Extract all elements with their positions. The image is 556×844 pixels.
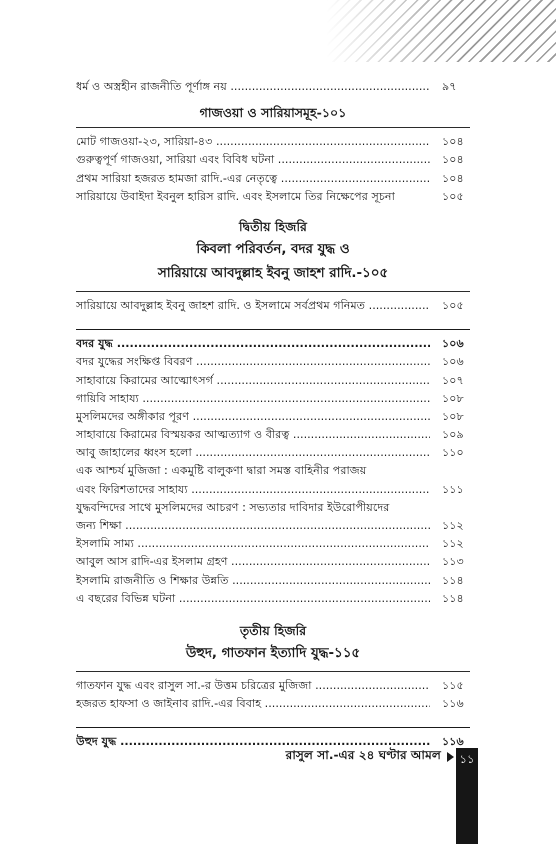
divider [76, 671, 470, 672]
toc-entry-title: ধর্ম ও অস্ত্রহীন রাজনীতি পূর্ণাঙ্গ নয় ..... [76, 78, 430, 96]
toc-entry[interactable] [76, 535, 470, 553]
toc-chapter-entry[interactable] [76, 335, 470, 353]
toc-entry-title: সাহাবায়ে কিরামের আত্মোৎসর্গ ..... [76, 372, 430, 390]
toc-entry[interactable] [76, 78, 470, 96]
toc-entry[interactable] [76, 297, 470, 315]
toc-entry-line1[interactable] [76, 462, 470, 480]
toc-entry-page: ১০৯ [442, 428, 464, 442]
toc-entry-title: সাহাবায়ে কিরামের বিস্ময়কর আত্মত্যাগ ও বীরত্ব ..... [76, 426, 430, 444]
toc-entry-page: ১০৪ [442, 153, 464, 167]
toc-entry-page: ১১০ [442, 446, 464, 460]
section-heading-ghazwa: গাজওয়া ও সারিয়াসমূহ-১০১ [199, 105, 347, 121]
page-number-tab [456, 748, 478, 844]
toc-entry[interactable] [76, 372, 470, 390]
table-of-contents [76, 78, 470, 752]
toc-entry-page: ১১৬ [442, 697, 464, 711]
toc-entry-page: ১০৬ [442, 337, 464, 351]
toc-entry-title: প্রথম সারিয়া হজরত হামজা রাদি.-এর নেতৃত্বে ..... [76, 170, 430, 188]
triangle-right-icon [447, 752, 454, 762]
toc-entry-title: মুসলিমদের অঙ্গীকার পূরণ ..... [76, 408, 430, 426]
toc-entry-title: যুদ্ধবন্দিদের সাথে মুসলিমদের আচরণ : সভ্যতার দাবিদার ইউরোপীয়দের [76, 500, 390, 514]
corner-hatch-decoration [326, 0, 556, 62]
toc-entry-line1[interactable] [76, 499, 470, 517]
toc-entry-page: ১১৬ [442, 735, 464, 749]
toc-chapter-title: বদর যুদ্ধ ..... [76, 335, 430, 353]
toc-entry-page: ৯৭ [442, 80, 457, 93]
toc-entry-page: ১০৪ [442, 135, 464, 149]
toc-entry[interactable] [76, 170, 470, 188]
toc-entry-title: মোট গাজওয়া-২৩, সারিয়া-৪৩ ..... [76, 133, 430, 151]
toc-entry[interactable] [76, 188, 470, 206]
section-heading-year2: দ্বিতীয় হিজরি [239, 218, 307, 234]
toc-entry-page: ১০৮ [442, 409, 464, 423]
toc-entry[interactable] [76, 677, 470, 695]
toc-entry[interactable] [76, 590, 470, 608]
toc-entry-page: ১০৫ [442, 298, 464, 312]
toc-entry[interactable] [76, 390, 470, 408]
divider [76, 329, 470, 330]
toc-entry-title: গুরুত্বপূর্ণ গাজওয়া, সারিয়া এবং বিবিধ ঘটনা ..... [76, 151, 430, 169]
divider [76, 727, 470, 728]
toc-entry-title: এক আশ্চর্য মুজিজা : একমুষ্টি বালুকণা দ্বারা সমস্ত বাহিনীর পরাজয় [76, 464, 367, 478]
toc-entry-title: আবু জাহালের ধ্বংস হলো ..... [76, 444, 430, 462]
divider [76, 291, 470, 292]
toc-entry[interactable] [76, 133, 470, 151]
toc-entry-title: গায়িবি সাহায্য ..... [76, 390, 430, 408]
page-number: ১১ [459, 752, 475, 766]
toc-entry-page: ১০৬ [442, 355, 464, 369]
running-footer [250, 746, 460, 768]
section-heading-year3: তৃতীয় হিজরি [239, 622, 307, 638]
toc-entry-page: ১০৪ [442, 171, 464, 185]
toc-entry[interactable] [76, 408, 470, 426]
toc-entry-page: ১১৪ [442, 573, 464, 587]
toc-entry-page: ১০৭ [442, 373, 464, 387]
toc-entry-title: হজরত হাফসা ও জাইনাব রাদি.-এর বিবাহ ..... [76, 695, 430, 713]
divider [76, 127, 470, 128]
toc-entry-title: ইসলামি সাম্য ..... [76, 535, 430, 553]
toc-entry-page: ১০৫ [442, 189, 464, 203]
toc-entry[interactable] [76, 517, 470, 535]
toc-entry[interactable] [76, 572, 470, 590]
toc-entry[interactable] [76, 426, 470, 444]
toc-entry-page: ১১৫ [442, 678, 464, 692]
toc-entry[interactable] [76, 695, 470, 713]
section-heading-year2-line2: কিবলা পরিবর্তন, বদর যুদ্ধ ও [196, 241, 350, 257]
toc-entry-title: জন্য শিক্ষা ..... [76, 517, 430, 535]
toc-entry-title: এবং ফিরিশতাদের সাহায্য ..... [76, 481, 430, 499]
toc-entry-title: গাতফান যুদ্ধ এবং রাসুল সা.-র উত্তম চরিত্রের মুজিজা ..... [76, 677, 430, 695]
toc-entry[interactable] [76, 151, 470, 169]
toc-entry-title: বদর যুদ্ধের সংক্ষিপ্ত বিবরণ ..... [76, 353, 430, 371]
toc-entry-page: ১০৮ [442, 391, 464, 405]
section-heading-year3-line2: উহুদ, গাতফান ইত্যাদি যুদ্ধ-১১৫ [185, 645, 361, 661]
toc-entry-page: ১১২ [442, 519, 464, 532]
toc-entry[interactable] [76, 353, 470, 371]
toc-entry-title: আবুল আস রাদি-এর ইসলাম গ্রহণ ..... [76, 553, 430, 571]
toc-chapter-title: উহুদ যুদ্ধ ..... [76, 733, 430, 751]
toc-entry-page: ১১২ [442, 537, 464, 551]
toc-entry-title: সারিয়ায়ে উবাইদা ইবনুল হারিস রাদি. এবং ইসলামে তির নিক্ষেপের সূচনা [76, 189, 395, 203]
toc-entry[interactable] [76, 481, 470, 499]
toc-entry-page: ১১১ [442, 482, 464, 496]
toc-entry[interactable] [76, 444, 470, 462]
toc-entry-title: এ বছরের বিভিন্ন ঘটনা ..... [76, 590, 430, 608]
section-heading-year2-line3: সারিয়ায়ে আবদুল্লাহ ইবনু জাহশ রাদি.-১০৫ [157, 265, 389, 281]
book-title: রাসুল সা.-এর ২৪ ঘণ্টার আমল [285, 748, 441, 762]
toc-entry-page: ১১৩ [442, 555, 464, 569]
toc-entry-title: ইসলামি রাজনীতি ও শিক্ষার উন্নতি ..... [76, 572, 430, 590]
toc-entry[interactable] [76, 553, 470, 571]
toc-entry-title: সারিয়ায়ে আবদুল্লাহ ইবনু জাহশ রাদি. ও ইসলামে সর্বপ্রথম গনিমত ..... [76, 297, 430, 315]
toc-entry-page: ১১৪ [442, 591, 464, 605]
